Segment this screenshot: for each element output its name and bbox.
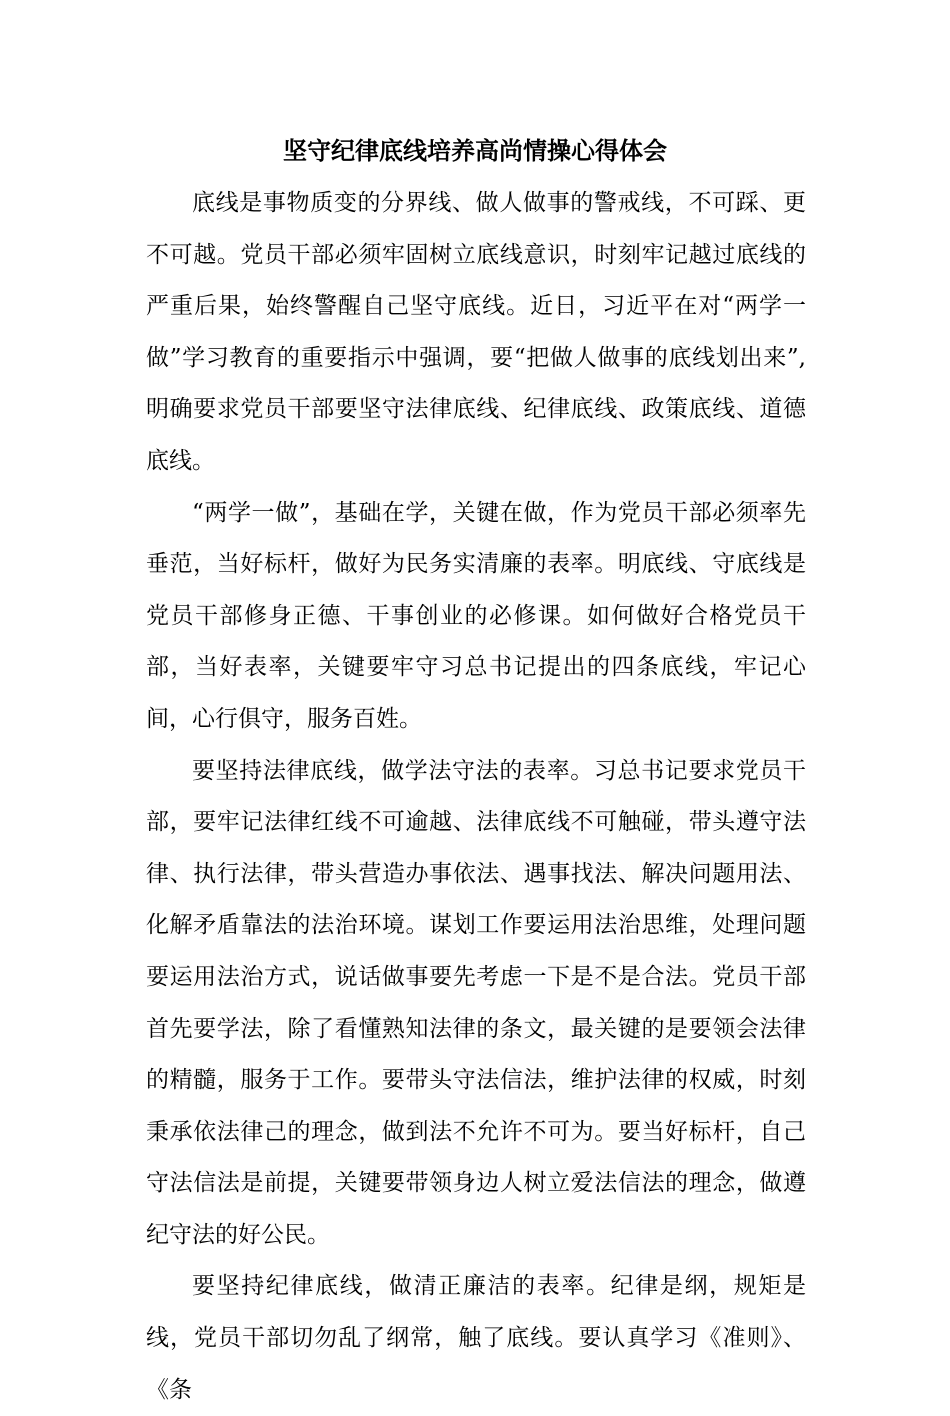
paragraph-1: 底线是事物质变的分界线、做人做事的警戒线，不可踩、更不可越。党员干部必须牢固树立底线意识，时刻牢记越过底线的严重后果，始终警醒自己坚守底线。近日，习近平在对“两学一做”学习教育的重要指示中强调，要“把做人做事的底线划出来”,明确要求党员干部要坚守法律底线、纪律底线、政策底线、道德底线。 [146, 190, 806, 474]
document-title: 坚守纪律底线培养高尚情操心得体会 [283, 136, 667, 165]
document-body [146, 178, 806, 1416]
paragraph-4: 要坚持纪律底线，做清正廉洁的表率。纪律是纲，规矩是线，党员干部切勿乱了纲常，触了底线。要认真学习《准则》、《条 [146, 1273, 806, 1403]
paragraph-3: 要坚持法律底线，做学法守法的表率。习总书记要求党员干部，要牢记法律红线不可逾越、法律底线不可触碰，带头遵守法律、执行法律，带头营造办事依法、遇事找法、解决问题用法、化解矛盾靠法的法治环境。谋划工作要运用法治思维，处理问题要运用法治方式，说话做事要先考虑一下是不是合法。党员干部首先要学法，除了看懂熟知法律的条文，最关键的是要领会法律的精髓，服务于工作。要带头守法信法，维护法律的权威，时刻秉承依法律己的理念，做到法不允许不可为。要当好标杆，自己守法信法是前提，关键要带领身边人树立爱法信法的理念，做遵纪守法的好公民。 [146, 757, 806, 1248]
paragraph-2: “两学一做”，基础在学，关键在做，作为党员干部必须率先垂范，当好标杆，做好为民务实清廉的表率。明底线、守底线是党员干部修身正德、干事创业的必修课。如何做好合格党员干部，当好表率，关键要牢守习总书记提出的四条底线，牢记心间，心行俱守，服务百姓。 [146, 499, 806, 732]
